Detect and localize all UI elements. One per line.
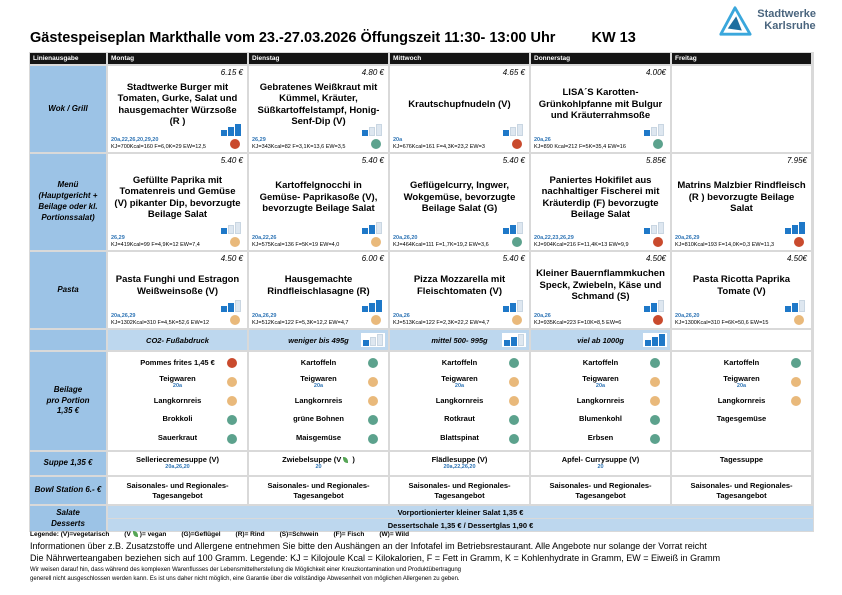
allergen-codes: 20a,26,20: [393, 235, 418, 241]
side-dish-name: Teigwaren: [300, 373, 337, 383]
dish-price: 4.50€: [645, 254, 666, 263]
dish-cell: [390, 66, 529, 152]
info-line-1: Informationen über z.B. Zusatzstoffe und Allergene entnehmen Sie bitte den Aushängen an der Infotafel im Betriebsrestaurant. Alle Angebote nur solange der Vorrat reicht: [30, 541, 707, 551]
yellow-dot: [230, 315, 240, 325]
bowl-cell: Saisonales- und Regionales- Tagesangebot: [531, 477, 670, 504]
dish-title: LISA´S Karotten-Grünkohlpfanne mit Bulgur und Kräuterrahmsoße: [538, 87, 663, 122]
yellow-dot: [227, 377, 237, 387]
green-dot: [650, 358, 660, 368]
side-dish-name: Teigwaren: [159, 373, 196, 383]
allergen-codes: 20a: [736, 383, 747, 390]
nutrition-info: KJ=700Kcal=160 F=6,0K=29 EW=12,5: [111, 144, 206, 150]
column-header-2: Dienstag: [249, 53, 388, 64]
side-dish-name: Kartoffeln: [582, 358, 619, 368]
side-dish: [390, 373, 529, 392]
allergen-codes: 20a,22,26: [252, 235, 277, 241]
side-dish: [531, 410, 670, 429]
side-dish-name: Kartoffeln: [723, 358, 760, 368]
legend-text: (R)= Rind: [235, 531, 265, 538]
side-dish: [108, 410, 247, 429]
soup-cell: [108, 452, 247, 475]
dish-price: 5.40 €: [220, 156, 243, 165]
side-dish: [672, 373, 811, 392]
co2-cell: [531, 330, 670, 350]
legend-text: (V: [124, 531, 131, 538]
red-dot: [653, 237, 663, 247]
nutrition-info: KJ=512Kcal=122 F=5,3K=12,2 EW=4,7: [252, 320, 349, 326]
column-header-5: Freitag: [672, 53, 811, 64]
soup-name: Zwiebelsuppe (V: [282, 455, 342, 464]
allergen-codes: 20: [597, 464, 604, 471]
dish-title: Pasta Funghi und Estragon Weißweinsoße (V): [115, 274, 240, 297]
yellow-dot: [371, 315, 381, 325]
co2-bars-icon: [362, 222, 382, 234]
co2-bars-icon: [785, 222, 805, 234]
green-dot: [509, 434, 519, 444]
side-dish-name: Brokkoli: [162, 414, 193, 424]
green-dot: [509, 415, 519, 425]
green-dot: [368, 358, 378, 368]
side-dish: [531, 354, 670, 373]
green-dot: [650, 434, 660, 444]
co2-row-spacer: [30, 330, 106, 350]
green-dot: [791, 358, 801, 368]
allergen-codes: 20: [315, 464, 322, 471]
legend-item: [30, 531, 109, 538]
column-header-1: Montag: [108, 53, 247, 64]
dish-price: 4.00€: [645, 68, 666, 77]
nutrition-info: KJ=676Kcal=161 F=4,3K=23,2 EW=3: [393, 144, 485, 150]
dish-cell: [249, 154, 388, 250]
empty-cell: [672, 330, 811, 350]
soup-name-suffix: ): [350, 455, 355, 464]
dish-cell: [531, 66, 670, 152]
co2-bars-icon: [221, 124, 241, 136]
dish-title: Gebratenes Weißkraut mit Kümmel, Kräuter, Süßkartoffelstampf, Honig-Senf-Dip (V): [257, 81, 380, 127]
side-dish-name: Rotkraut: [444, 414, 475, 424]
calendar-week: KW 13: [591, 30, 636, 46]
dish-title: Hausgemachte Rindfleischlasagne (R): [267, 274, 370, 297]
side-dish: [108, 429, 247, 448]
dish-cell: [672, 154, 811, 250]
allergen-codes: 26,29: [111, 235, 125, 241]
co2-level-label: CO2- Fußabdruck: [146, 335, 209, 345]
side-dish-name: Blumenkohl: [579, 414, 622, 424]
co2-bars-icon: [644, 124, 664, 136]
co2-cell: [249, 330, 388, 350]
soup-cell: [249, 452, 388, 475]
legend-item: [236, 531, 265, 538]
vegan-leaf-icon: [343, 457, 348, 463]
co2-level-label: viel ab 1000g: [577, 335, 624, 345]
yellow-dot: [794, 315, 804, 325]
logo-text-line1: Stadtwerke: [757, 8, 816, 21]
bowl-cell: Saisonales- und Regionales- Tagesangebot: [108, 477, 247, 504]
nutrition-info: KJ=575Kcal=136 F=5K=19 EW=4,0: [252, 242, 340, 248]
stadtwerke-logo: [718, 5, 816, 37]
soup-row-label: Suppe 1,35 €: [30, 452, 106, 475]
dish-price: 4.50 €: [220, 254, 243, 263]
allergen-codes: 20a,26,29: [252, 313, 277, 319]
nutrition-info: KJ=464Kcal=111 F=1,7K=19,2 EW=3,6: [393, 242, 489, 248]
salad-row-label: Salate Desserts: [30, 506, 106, 531]
green-dot: [368, 415, 378, 425]
dish-title: Stadtwerke Burger mit Tomaten, Gurke, Salat und hausgemachter Würzsoße (R ): [117, 81, 238, 127]
legend-text: (W)= Wild: [379, 531, 410, 538]
side-dish: [672, 410, 811, 429]
nutrition-info: KJ=890 Kcal=212 F=5K=35,4 EW=16: [534, 144, 626, 150]
side-dish: [249, 429, 388, 448]
dish-price: 6.00 €: [361, 254, 384, 263]
co2-bars-icon: [221, 222, 241, 234]
side-dish: [249, 373, 388, 392]
red-dot: [230, 139, 240, 149]
salad-offer: Vorportionierter kleiner Salat 1,35 €: [108, 506, 813, 518]
co2-bars-icon: [643, 333, 667, 347]
yellow-dot: [509, 396, 519, 406]
side-dish-name: Erbsen: [587, 433, 614, 443]
side-dish-name: Teigwaren: [582, 373, 619, 383]
vegan-leaf-icon: [133, 531, 138, 537]
co2-bars-icon: [361, 333, 385, 347]
side-dish: [108, 354, 247, 373]
side-dish: [108, 373, 247, 392]
menu-table: [29, 52, 814, 532]
green-dot: [509, 358, 519, 368]
yellow-dot: [227, 396, 237, 406]
row-label: Pasta: [30, 252, 106, 328]
nutrition-info: KJ=419Kcal=99 F=4,9K=12 EW=7,4: [111, 242, 200, 248]
dish-price: 4.80 €: [361, 68, 384, 77]
side-dish-name: grüne Bohnen: [293, 414, 344, 424]
logo-text: [757, 9, 816, 32]
yellow-dot: [791, 377, 801, 387]
column-header-4: Donnerstag: [531, 53, 670, 64]
side-dish-name: Tagesgemüse: [716, 414, 767, 424]
legend-text: Legende: (V)=vegetarisch: [30, 531, 110, 538]
soup-name: Apfel- Currysuppe (V): [561, 455, 640, 464]
legend-text: (S)=Schwein: [279, 531, 319, 538]
side-dish-name: Kartoffeln: [300, 358, 337, 368]
green-dot: [227, 434, 237, 444]
side-dish-name: Teigwaren: [723, 373, 760, 383]
dish-cell: [108, 154, 247, 250]
side-dish: [672, 354, 811, 373]
co2-bars-icon: [644, 222, 664, 234]
allergen-codes: 20a,26: [393, 313, 410, 319]
logo-text-line2: Karlsruhe: [764, 20, 816, 32]
soup-cell: [531, 452, 670, 475]
co2-bars-icon: [502, 333, 526, 347]
legend-text: (G)=Geflügel: [181, 531, 221, 538]
bowl-cell: Saisonales- und Regionales- Tagesangebot: [672, 477, 811, 504]
dish-title: Pasta Ricotta Paprika Tomate (V): [692, 274, 791, 297]
dish-title: Kartoffelgnocchi in Gemüse- Paprikasoße (V), bevorzugte Beilage Salat: [259, 180, 378, 215]
dish-price: 6.15 €: [220, 68, 243, 77]
soup-name: Tagessuppe: [719, 455, 764, 464]
allergen-codes: 20a: [393, 137, 403, 143]
yellow-dot: [368, 396, 378, 406]
co2-bars-icon: [221, 300, 241, 312]
allergen-codes: 20a,26,29: [675, 235, 700, 241]
co2-bars-icon: [644, 300, 664, 312]
side-dish: [390, 392, 529, 411]
side-dish-name: Maisgemüse: [295, 433, 342, 443]
dish-title: Gefüllte Paprika mit Tomatenreis und Gemüse (V) pikanter Dip, bevorzugte Beilage Salat: [114, 174, 241, 220]
bowl-row-label: Bowl Station 6.- €: [30, 477, 106, 504]
side-dish: [390, 410, 529, 429]
dessert-offer: Dessertschale 1,35 € / Dessertglas 1,90 €: [108, 519, 813, 531]
allergen-codes: 20a: [454, 383, 465, 390]
allergen-codes: 20a,26,29: [111, 313, 136, 319]
green-dot: [371, 139, 381, 149]
dish-price: 5.85€: [645, 156, 666, 165]
side-dish: [672, 392, 811, 411]
allergen-codes: 20a,26: [534, 137, 551, 143]
legend-item: [333, 531, 364, 538]
green-dot: [653, 139, 663, 149]
side-dish: [672, 429, 811, 448]
bowl-cell: Saisonales- und Regionales- Tagesangebot: [390, 477, 529, 504]
nutrition-info: KJ=513Kcal=122 F=2,3K=22,2 EW=4,7: [393, 320, 490, 326]
side-dish-name: Teigwaren: [441, 373, 478, 383]
red-dot: [794, 237, 804, 247]
dish-title: Krautschupfnudeln (V): [408, 98, 511, 110]
allergen-codes: 20a,26: [534, 313, 551, 319]
page-title-text: Gästespeiseplan Markthalle vom 23.-27.03.2026 Öffungszeit 11:30- 13:00 Uhr: [30, 30, 556, 46]
soup-name: Selleriecremesuppe (V): [136, 455, 219, 464]
co2-cell: [390, 330, 529, 350]
co2-bars-icon: [362, 124, 382, 136]
allergen-note-line-1: Wir weisen darauf hin, dass während des komplexen Warenflusses der Lebensmittelherstellung die Möglichkeit einer Kreuzkontamination und Produktübertragung: [30, 567, 462, 573]
dish-cell: [531, 154, 670, 250]
side-dish-name: Langkornreis: [717, 395, 766, 405]
dish-cell: [249, 252, 388, 328]
sides-cell: [672, 352, 811, 450]
sides-cell: [390, 352, 529, 450]
allergen-codes: 20a: [595, 383, 606, 390]
dish-title: Kleiner Bauernflammkuchen Speck, Zwiebeln, Käse und Schmand (S): [536, 268, 665, 303]
dish-cell: [249, 66, 388, 152]
allergen-codes: 20a: [172, 383, 183, 390]
dish-cell: [672, 66, 811, 152]
nutrition-info: KJ=904Kcal=216 F=11,4K=13 EW=9,9: [534, 242, 629, 248]
soup-cell: [672, 452, 811, 475]
red-dot: [653, 315, 663, 325]
side-dish-name: Blattspinat: [440, 433, 479, 443]
yellow-dot: [509, 377, 519, 387]
side-dish: [249, 392, 388, 411]
yellow-dot: [512, 315, 522, 325]
side-dish: [531, 429, 670, 448]
side-dish-name: Langkornreis: [153, 395, 202, 405]
side-dish: [249, 410, 388, 429]
diet-legend: [30, 531, 409, 538]
dish-price: 4.65 €: [502, 68, 525, 77]
legend-text: (F)= Fisch: [333, 531, 365, 538]
legend-item: [280, 531, 319, 538]
bowl-cell: Saisonales- und Regionales- Tagesangebot: [249, 477, 388, 504]
soup-name: Flädlesuppe (V): [431, 455, 488, 464]
co2-bars-icon: [362, 300, 382, 312]
column-header-3: Mittwoch: [390, 53, 529, 64]
yellow-dot: [650, 377, 660, 387]
dish-cell: [108, 66, 247, 152]
nutrition-info: KJ=343Kcal=82 F=3,1K=13,6 EW=3,5: [252, 144, 346, 150]
row-label: Wok / Grill: [30, 66, 106, 152]
green-dot: [650, 415, 660, 425]
legend-item: [379, 531, 409, 538]
red-dot: [512, 139, 522, 149]
sides-cell: [108, 352, 247, 450]
side-dish-name: Langkornreis: [576, 395, 625, 405]
sides-row-label: Beilage pro Portion 1,35 €: [30, 352, 106, 450]
side-dish: [390, 354, 529, 373]
yellow-dot: [230, 237, 240, 247]
allergen-codes: 20a,26,20: [675, 313, 700, 319]
allergen-note-line-2: generell nicht ausgeschlossen werden kann. Es ist uns daher nicht möglich, eine Garantie über die vollständige Abwesenheit von möglichen Allergenen zu geben.: [30, 576, 460, 582]
co2-bars-icon: [503, 124, 523, 136]
dish-price: 5.40 €: [361, 156, 384, 165]
side-dish: [531, 373, 670, 392]
yellow-dot: [791, 396, 801, 406]
side-dish-name: Pommes frites 1,45 €: [140, 358, 215, 368]
co2-bars-icon: [503, 300, 523, 312]
yellow-dot: [368, 377, 378, 387]
nutrition-info: KJ=1300Kcal=310 F=6K=50,6 EW=15: [675, 320, 769, 326]
nutrition-info: KJ=810Kcal=193 F=14,0K=0,3 EW=11,3: [675, 242, 775, 248]
allergen-codes: 26,29: [252, 137, 266, 143]
legend-item: [181, 531, 220, 538]
green-dot: [368, 434, 378, 444]
co2-bars-icon: [503, 222, 523, 234]
dish-cell: [390, 154, 529, 250]
dish-title: Pizza Mozzarella mit Fleischtomaten (V): [413, 274, 506, 297]
yellow-dot: [371, 237, 381, 247]
co2-cell: [108, 330, 247, 350]
side-dish-name: Kartoffeln: [441, 358, 478, 368]
dish-price: 7.95€: [786, 156, 807, 165]
dish-cell: [108, 252, 247, 328]
allergen-codes: 20a,26,20: [165, 464, 190, 471]
co2-level-label: weniger bis 495g: [288, 335, 349, 345]
page-title: [30, 30, 636, 46]
dish-price: 5.40 €: [502, 254, 525, 263]
side-dish: [108, 392, 247, 411]
co2-bars-icon: [785, 300, 805, 312]
sides-cell: [531, 352, 670, 450]
allergen-codes: 20a,22,26,20: [443, 464, 476, 471]
nutrition-info: KJ=935Kcal=223 F=10K=8,5 EW=6: [534, 320, 622, 326]
nutrition-info: KJ=1302Kcal=310 F=4,5K=52,6 EW=12: [111, 320, 210, 326]
legend-suffix: )= vegan: [139, 531, 167, 538]
sides-cell: [249, 352, 388, 450]
allergen-codes: 20a,22,23,26,29: [534, 235, 574, 241]
side-dish-name: Sauerkraut: [157, 433, 198, 443]
side-dish-name: Langkornreis: [435, 395, 484, 405]
green-dot: [512, 237, 522, 247]
dish-title: Geflügelcurry, Ingwer, Wokgemüse, bevorzugte Beilage Salat (G): [403, 180, 516, 215]
logo-triangle-icon: [718, 5, 752, 37]
red-dot: [227, 358, 237, 368]
allergen-codes: 20a,22,26,20,29,20: [111, 137, 159, 143]
dish-cell: [672, 252, 811, 328]
soup-cell: [390, 452, 529, 475]
column-header-0: Linienausgabe: [30, 53, 106, 64]
side-dish: [531, 392, 670, 411]
co2-level-label: mittel 500- 995g: [431, 335, 488, 345]
yellow-dot: [650, 396, 660, 406]
allergen-codes: 20a: [313, 383, 324, 390]
dish-cell: [531, 252, 670, 328]
row-label: Menü (Hauptgericht + Beilage oder kl. Portionssalat): [30, 154, 106, 250]
dish-title: Matrins Malzbier Rindfleisch (R ) bevorzugte Beilage Salat: [677, 180, 806, 215]
side-dish: [249, 354, 388, 373]
side-dish: [390, 429, 529, 448]
dish-cell: [390, 252, 529, 328]
side-dish-name: Langkornreis: [294, 395, 343, 405]
dish-price: 4.50€: [786, 254, 807, 263]
dish-title: Paniertes Hokifilet aus nachhaltiger Fischerei mit Kräuterdip (F) bevorzugte Beilage Salat: [541, 174, 660, 220]
legend-item: [124, 531, 166, 538]
green-dot: [227, 415, 237, 425]
dish-price: 5.40 €: [502, 156, 525, 165]
info-line-2: Die Nährwerteangaben beziehen sich auf 100 Gramm. Legende: KJ = Kilojoule Kcal = Kilokalorien, F = Fett in Gramm, K = Kohlenhydrate in Gramm, EW = Eiweiß in Gramm: [30, 553, 721, 563]
